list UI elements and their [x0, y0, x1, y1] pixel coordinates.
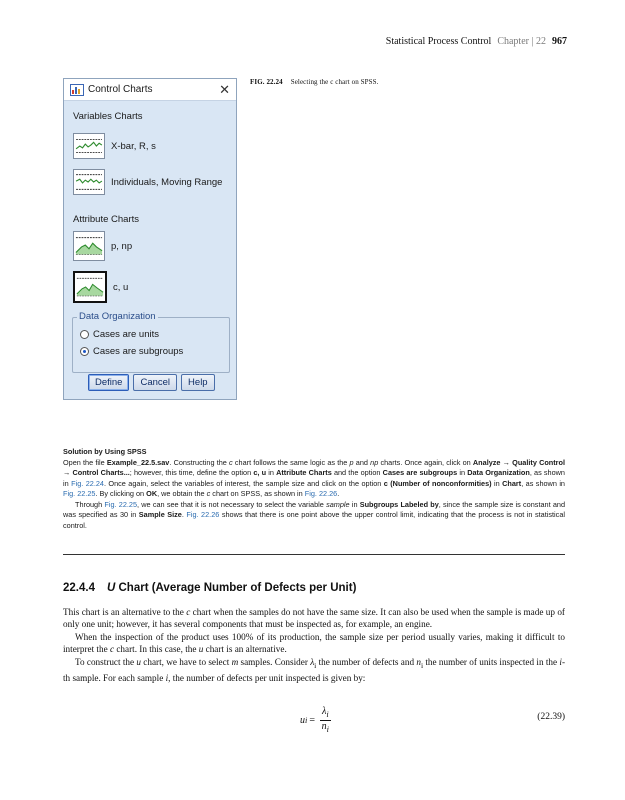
cases-are-subgroups-radio-icon[interactable]	[80, 347, 89, 356]
running-head-title: Statistical Process Control	[385, 36, 492, 47]
spss-chart-icon	[70, 84, 84, 96]
figure-label: FIG. 22.24	[250, 78, 283, 86]
close-icon[interactable]: ✕	[219, 82, 230, 97]
individuals-chart-thumbnail-icon	[73, 169, 105, 195]
solution-paragraph-2: Through Fig. 22.25, we can see that it is not necessary to select the variable sample in Subgroups Labeled by, since the sample size is constant and was specified as 30 in Sample Size. Fig. 22.26 shows that there is one point above the upper control limit, indicating that the process is not in statistical control.	[63, 499, 566, 530]
figure-link[interactable]: Fig. 22.24	[71, 478, 104, 488]
equation-lhs-sub: i	[305, 716, 308, 725]
p-np-chart-thumbnail-icon	[73, 231, 105, 261]
equation-lhs: u	[300, 715, 305, 726]
dialog-button-row	[88, 374, 215, 391]
individuals-chart-label: Individuals, Moving Range	[111, 176, 223, 188]
page-number: 967	[552, 36, 567, 47]
solution-divider	[63, 554, 565, 555]
cases-are-subgroups-radio[interactable]	[80, 346, 183, 357]
section-title-italic: U	[106, 582, 116, 594]
equation-numerator: λ	[321, 706, 327, 717]
running-head-chapter: Chapter | 22	[497, 36, 546, 47]
dialog-title: Control Charts	[88, 84, 153, 95]
individuals-chart-option[interactable]	[73, 169, 222, 195]
equation-22-39: u i = $\frac{\lambda_i}{n_i}$	[300, 706, 329, 734]
figure-link[interactable]: Fig. 22.26	[304, 489, 338, 498]
figure-link[interactable]: Fig. 22.26	[186, 510, 220, 519]
section-body	[63, 606, 565, 684]
cases-are-units-radio[interactable]	[80, 329, 159, 340]
attribute-charts-heading: Attribute Charts	[73, 214, 139, 225]
body-paragraph-2: When the inspection of the product uses 100% of its production, the sample size per period usually varies, making it difficult to interpret the c chart. In this case, the u chart is an alternative.	[63, 631, 565, 655]
equation-den-sub: i	[326, 725, 329, 734]
equation-denominator: n	[321, 721, 327, 732]
help-button[interactable]: Help	[181, 374, 215, 391]
control-charts-dialog	[63, 78, 237, 400]
dialog-titlebar	[64, 79, 236, 101]
cases-are-units-radio-icon[interactable]	[80, 330, 89, 339]
section-heading	[63, 582, 356, 594]
cases-are-units-label: Cases are units	[93, 329, 160, 340]
cases-are-subgroups-label: Cases are subgroups	[93, 346, 184, 357]
xbar-chart-option[interactable]	[73, 133, 156, 159]
c-u-chart-option[interactable]	[73, 271, 128, 303]
body-paragraph-3: To construct the u chart, we have to select m samples. Consider $\lambda_i$ the number of defects and $n_i$ the number of units inspected in the i-th sample. For each sample i, the number of defects per unit inspected is given by:	[63, 656, 565, 683]
define-button[interactable]: Define	[88, 374, 129, 391]
p-np-chart-label: p, np	[111, 240, 133, 252]
c-u-chart-label: c, u	[113, 281, 129, 293]
xbar-chart-label: X-bar, R, s	[111, 140, 156, 152]
p-np-chart-option[interactable]	[73, 231, 132, 261]
figure-link[interactable]: Fig. 22.25	[63, 489, 96, 498]
running-head	[386, 36, 567, 47]
equation-number: (22.39)	[537, 712, 565, 722]
variables-charts-heading: Variables Charts	[73, 111, 143, 122]
figure-caption	[250, 78, 378, 86]
solution-box	[63, 447, 565, 531]
section-number: 22.4.4	[63, 582, 95, 594]
solution-heading: Solution by Using SPSS	[63, 447, 147, 456]
data-organization-legend: Data Organization	[79, 311, 156, 322]
figure-caption-text: Selecting the c chart on SPSS.	[290, 78, 379, 86]
figure-link[interactable]: Fig. 22.25	[104, 499, 138, 509]
solution-paragraph-1: Open the file Example_22.5.sav. Constructing the c chart follows the same logic as the p and np charts. Once again, click on Analyze → Quality Control → Control Charts...; however, this time, define the option c, u in Attribute Charts and the option Cases are subgroups in Data Organization, as shown in Fig. 22.24. Once again, select the variables of interest, the sample size and click on the option c (Number of nonconformities) in Chart, as shown in Fig. 22.25. By clicking on OK, we obtain the c chart on SPSS, as shown in Fig. 22.26.	[63, 457, 566, 498]
section-title: Chart (Average Number of Defects per Unit)	[115, 582, 357, 594]
xbar-chart-thumbnail-icon	[73, 133, 105, 159]
c-u-chart-thumbnail-icon	[73, 271, 107, 303]
cancel-button[interactable]: Cancel	[133, 374, 177, 391]
body-paragraph-1: This chart is an alternative to the c chart when the samples do not have the same size. It can also be used when the sample is made up of only one unit; however, it has several components that must be inspected as, for example, an engine.	[63, 607, 565, 630]
data-organization-group	[72, 311, 230, 373]
equation-num-sub: i	[326, 710, 329, 719]
